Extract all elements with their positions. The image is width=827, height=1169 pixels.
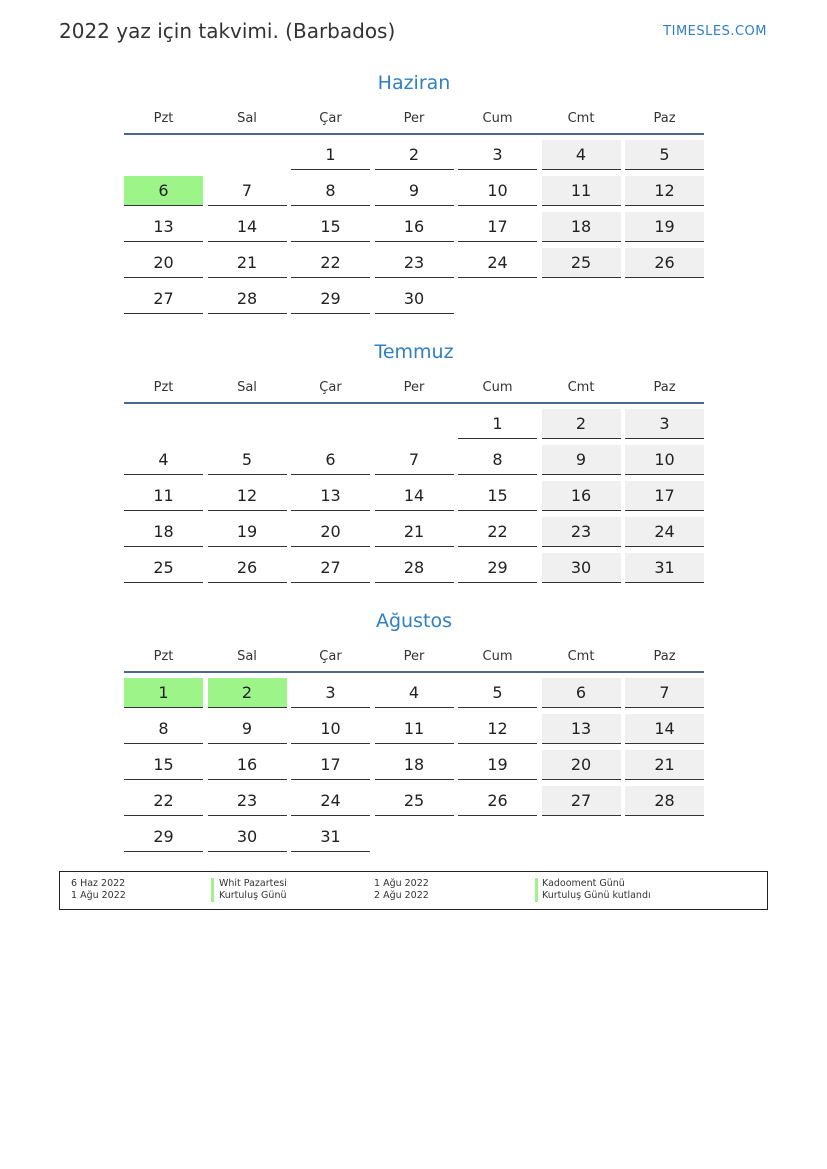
day-cell: 8	[458, 445, 537, 475]
weekday-label: Cmt	[567, 648, 595, 664]
day-cell: 26	[208, 553, 287, 583]
day-cell: 7	[375, 445, 454, 475]
week-row	[124, 786, 704, 816]
day-cell: 16	[542, 481, 621, 511]
day-cell: 19	[458, 750, 537, 780]
weekday-label: Cmt	[567, 110, 595, 126]
legend-date: 6 Haz 2022	[71, 878, 126, 889]
day-cell: 16	[375, 212, 454, 242]
day-cell: 22	[458, 517, 537, 547]
day-cell: 3	[291, 678, 370, 708]
month-title: Haziran	[377, 72, 451, 94]
month-title: Ağustos	[376, 610, 452, 632]
empty-day-cell	[625, 284, 704, 314]
day-cell: 13	[542, 714, 621, 744]
month-calendar	[124, 338, 704, 589]
week-row	[124, 284, 704, 314]
day-cell: 25	[124, 553, 203, 583]
weekday-header	[124, 641, 704, 673]
week-row	[124, 517, 704, 547]
day-cell: 5	[208, 445, 287, 475]
day-cell: 2	[375, 140, 454, 170]
day-cell: 11	[124, 481, 203, 511]
legend-date: 1 Ağu 2022	[71, 890, 126, 901]
day-cell: 4	[542, 140, 621, 170]
day-cell: 14	[375, 481, 454, 511]
day-cell: 8	[124, 714, 203, 744]
weekday-label: Sal	[237, 110, 257, 126]
day-cell: 2	[542, 409, 621, 439]
empty-day-cell	[375, 409, 454, 439]
weekday-label: Çar	[319, 648, 342, 664]
day-cell: 20	[291, 517, 370, 547]
week-row	[124, 409, 704, 439]
weekday-label: Per	[403, 110, 425, 126]
day-cell: 15	[124, 750, 203, 780]
day-cell: 13	[124, 212, 203, 242]
holiday-day-cell: 6	[124, 176, 203, 206]
day-cell: 4	[124, 445, 203, 475]
weekday-label: Cum	[482, 110, 513, 126]
day-cell: 19	[208, 517, 287, 547]
day-cell: 29	[458, 553, 537, 583]
week-row	[124, 212, 704, 242]
weekday-label: Paz	[653, 379, 676, 395]
week-row	[124, 248, 704, 278]
day-cell: 1	[458, 409, 537, 439]
day-cell: 27	[542, 786, 621, 816]
day-cell: 15	[291, 212, 370, 242]
weekday-label: Paz	[653, 110, 676, 126]
legend-name: Kurtuluş Günü	[219, 890, 287, 901]
day-cell: 6	[291, 445, 370, 475]
day-cell: 14	[625, 714, 704, 744]
day-cell: 21	[375, 517, 454, 547]
week-row	[124, 750, 704, 780]
week-row	[124, 445, 704, 475]
day-cell: 24	[625, 517, 704, 547]
day-cell: 18	[542, 212, 621, 242]
legend-name: Kadooment Günü	[542, 878, 625, 889]
legend-marker	[535, 890, 538, 902]
day-cell: 15	[458, 481, 537, 511]
day-cell: 12	[625, 176, 704, 206]
legend-date: 2 Ağu 2022	[374, 890, 429, 901]
day-cell: 23	[375, 248, 454, 278]
holiday-day-cell: 1	[124, 678, 203, 708]
week-row	[124, 481, 704, 511]
empty-day-cell	[124, 140, 203, 170]
day-cell: 21	[208, 248, 287, 278]
day-cell: 27	[124, 284, 203, 314]
weekday-label: Sal	[237, 379, 257, 395]
day-cell: 12	[208, 481, 287, 511]
day-cell: 12	[458, 714, 537, 744]
day-cell: 30	[542, 553, 621, 583]
legend-date: 1 Ağu 2022	[374, 878, 429, 889]
day-cell: 6	[542, 678, 621, 708]
day-cell: 22	[291, 248, 370, 278]
day-cell: 11	[375, 714, 454, 744]
weekday-label: Çar	[319, 110, 342, 126]
day-cell: 4	[375, 678, 454, 708]
day-cell: 21	[625, 750, 704, 780]
holiday-day-cell: 2	[208, 678, 287, 708]
day-cell: 17	[458, 212, 537, 242]
weekday-label: Cum	[482, 648, 513, 664]
weekday-header	[124, 372, 704, 404]
day-cell: 27	[291, 553, 370, 583]
week-row	[124, 176, 704, 206]
weekday-label: Cmt	[567, 379, 595, 395]
day-cell: 28	[375, 553, 454, 583]
day-cell: 30	[208, 822, 287, 852]
day-cell: 24	[458, 248, 537, 278]
weekday-label: Cum	[482, 379, 513, 395]
day-cell: 3	[458, 140, 537, 170]
empty-day-cell	[208, 140, 287, 170]
day-cell: 28	[625, 786, 704, 816]
day-cell: 17	[625, 481, 704, 511]
weekday-label: Sal	[237, 648, 257, 664]
day-cell: 24	[291, 786, 370, 816]
day-cell: 5	[625, 140, 704, 170]
day-cell: 18	[124, 517, 203, 547]
day-cell: 9	[542, 445, 621, 475]
day-cell: 25	[375, 786, 454, 816]
day-cell: 1	[291, 140, 370, 170]
day-cell: 17	[291, 750, 370, 780]
weekday-label: Pzt	[153, 648, 174, 664]
empty-day-cell	[375, 822, 454, 852]
empty-day-cell	[458, 822, 537, 852]
day-cell: 9	[208, 714, 287, 744]
month-title: Temmuz	[374, 341, 454, 363]
day-cell: 23	[542, 517, 621, 547]
empty-day-cell	[291, 409, 370, 439]
empty-day-cell	[542, 284, 621, 314]
day-cell: 8	[291, 176, 370, 206]
week-row	[124, 714, 704, 744]
weekday-header	[124, 103, 704, 135]
empty-day-cell	[124, 409, 203, 439]
weekday-label: Pzt	[153, 110, 174, 126]
legend-name: Whit Pazartesi	[219, 878, 287, 889]
day-cell: 23	[208, 786, 287, 816]
empty-day-cell	[542, 822, 621, 852]
legend-marker	[211, 890, 214, 902]
day-cell: 10	[625, 445, 704, 475]
day-cell: 13	[291, 481, 370, 511]
day-cell: 26	[625, 248, 704, 278]
legend-marker	[211, 878, 214, 890]
day-cell: 30	[375, 284, 454, 314]
legend-marker	[535, 878, 538, 890]
day-cell: 19	[625, 212, 704, 242]
week-row	[124, 140, 704, 170]
day-cell: 28	[208, 284, 287, 314]
day-cell: 14	[208, 212, 287, 242]
weekday-label: Pzt	[153, 379, 174, 395]
empty-day-cell	[458, 284, 537, 314]
day-cell: 11	[542, 176, 621, 206]
week-row	[124, 678, 704, 708]
day-cell: 20	[542, 750, 621, 780]
day-cell: 20	[124, 248, 203, 278]
empty-day-cell	[208, 409, 287, 439]
weekday-label: Çar	[319, 379, 342, 395]
day-cell: 10	[291, 714, 370, 744]
day-cell: 5	[458, 678, 537, 708]
day-cell: 10	[458, 176, 537, 206]
weekday-label: Per	[403, 648, 425, 664]
day-cell: 22	[124, 786, 203, 816]
week-row	[124, 822, 704, 852]
day-cell: 29	[291, 284, 370, 314]
month-calendar	[124, 607, 704, 858]
day-cell: 31	[625, 553, 704, 583]
day-cell: 26	[458, 786, 537, 816]
day-cell: 7	[625, 678, 704, 708]
page-title: 2022 yaz için takvimi. (Barbados)	[59, 19, 396, 43]
day-cell: 18	[375, 750, 454, 780]
day-cell: 9	[375, 176, 454, 206]
day-cell: 3	[625, 409, 704, 439]
legend-name: Kurtuluş Günü kutlandı	[542, 890, 651, 901]
weekday-label: Paz	[653, 648, 676, 664]
week-row	[124, 553, 704, 583]
day-cell: 29	[124, 822, 203, 852]
day-cell: 25	[542, 248, 621, 278]
empty-day-cell	[625, 822, 704, 852]
day-cell: 16	[208, 750, 287, 780]
site-link[interactable]: TIMESLES.COM	[663, 24, 767, 39]
day-cell: 7	[208, 176, 287, 206]
month-calendar	[124, 69, 704, 320]
day-cell: 31	[291, 822, 370, 852]
weekday-label: Per	[403, 379, 425, 395]
holiday-legend	[59, 871, 768, 910]
